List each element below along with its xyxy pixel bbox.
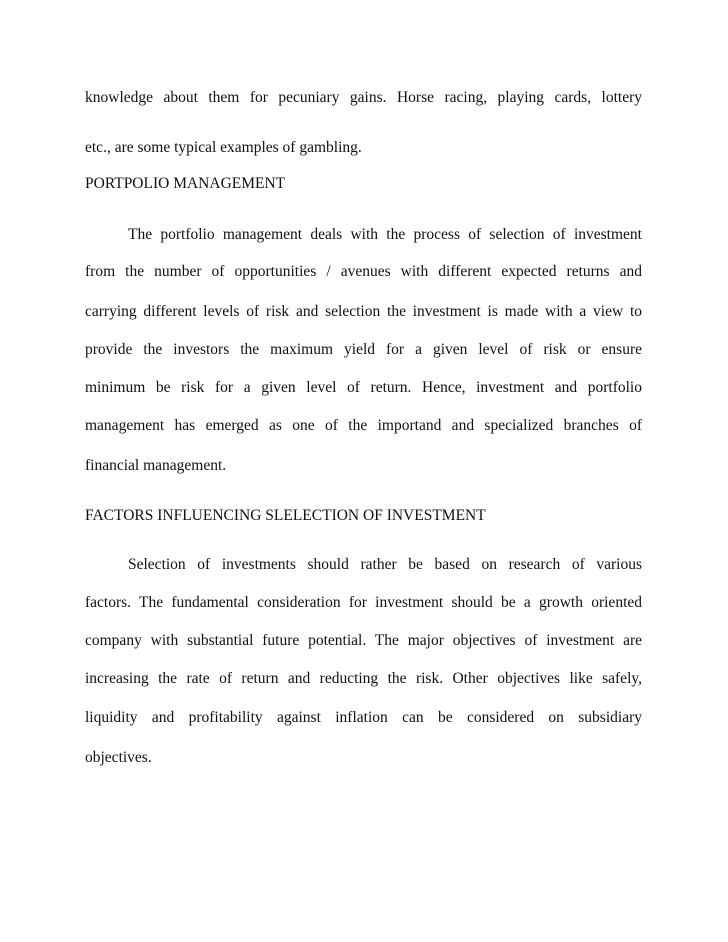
paragraph-line: Selection of investments should rather be based on research of various [128,556,642,573]
paragraph-line: factors. The fundamental consideration for investment should be a growth oriented [85,594,642,611]
paragraph-line: management has emerged as one of the importand and specialized branches of [85,417,642,434]
paragraph-line: company with substantial future potential. The major objectives of investment are [85,632,642,649]
paragraph-line: liquidity and profitability against inflation can be considered on subsidiary [85,709,642,726]
paragraph-line: minimum be risk for a given level of return. Hence, investment and portfolio [85,379,642,396]
paragraph-line: carrying different levels of risk and selection the investment is made with a view to [85,303,642,320]
paragraph-line: objectives. [85,749,152,766]
paragraph-line: The portfolio management deals with the process of selection of investment [128,226,642,243]
paragraph-line: increasing the rate of return and reducting the risk. Other objectives like safely, [85,670,642,687]
paragraph-line: financial management. [85,457,227,474]
paragraph-line: provide the investors the maximum yield for a given level of risk or ensure [85,341,642,358]
section-heading-factors-influencing-selection: FACTORS INFLUENCING SLELECTION OF INVESTMENT [85,507,486,524]
section-heading-portfolio-management: PORTPOLIO MANAGEMENT [85,175,286,192]
intro-line: etc., are some typical examples of gambling. [85,139,362,156]
paragraph-line: from the number of opportunities / avenues with different expected returns and [85,263,642,280]
intro-line: knowledge about them for pecuniary gains. Horse racing, playing cards, lottery [85,89,642,106]
